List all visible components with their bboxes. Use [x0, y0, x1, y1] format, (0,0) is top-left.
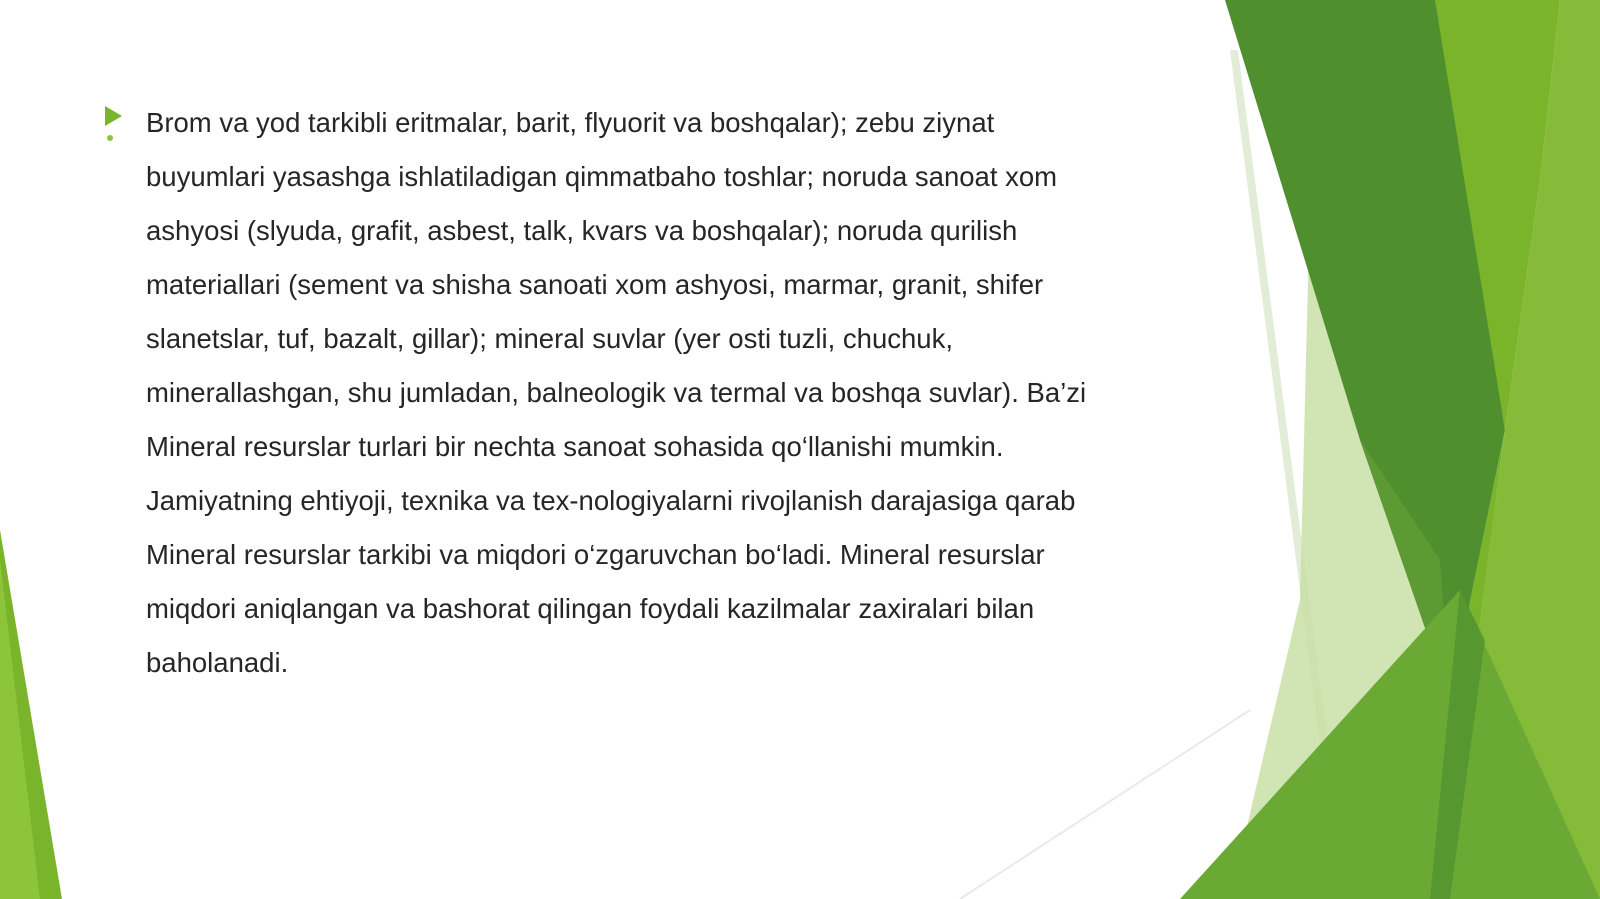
bullet-text: Brom va yod tarkibli eritmalar, barit, flyuorit va boshqalar); zebu ziynat buyumlari yasashga ishlatiladigan qimmatbaho toshlar; noruda sanoat xom ashyosi (slyuda, grafit, asbest, talk, kvars va boshqalar); noruda qurilish materiallari (sement va shisha sanoati xom ashyosi, marmar, granit, shifer slanetslar, tuf, bazalt, gillar); mineral suvlar (yer osti tuzli, chuchuk, minerallashgan, shu jumladan, balneologik va termal va boshqa suvlar). Ba’zi Mineral resurslar turlari bir nechta sanoat sohasida qo‘llanishi mumkin. Jamiyatning ehtiyoji, texnika va tex-nologiyalarni rivojlanish darajasiga qarab Mineral resurslar tarkibi va miqdori o‘zgaruvchan bo‘ladi. Mineral resurslar miqdori aniqlangan va bashorat qilingan foydali kazilmalar zaxiralari bilan baholanadi. [146, 107, 1087, 678]
content-area [100, 96, 1190, 690]
triangle-bullet-icon [102, 106, 122, 146]
bullet-item [100, 96, 1190, 690]
